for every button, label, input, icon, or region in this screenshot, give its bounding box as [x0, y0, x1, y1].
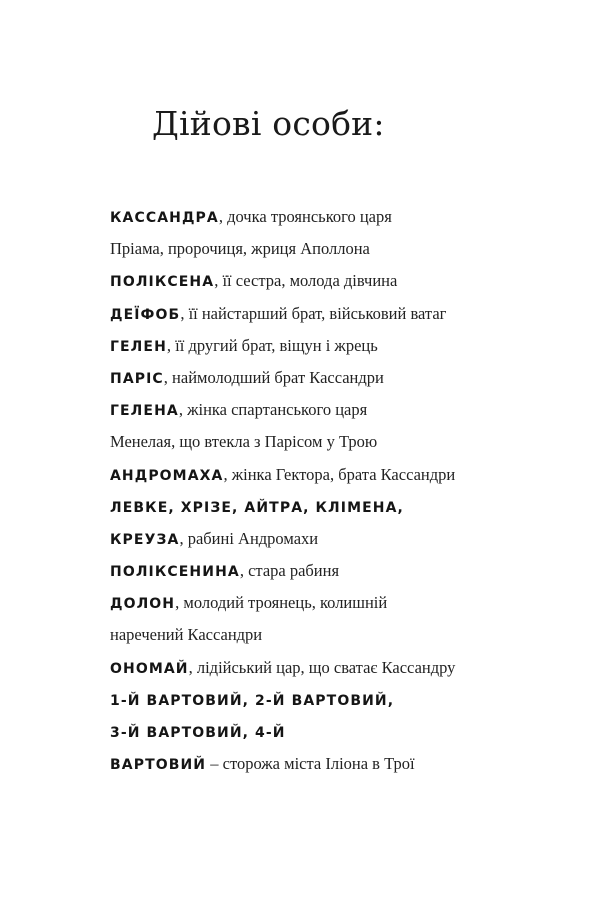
page-heading: Дійові особи: [152, 104, 385, 143]
cast-line [110, 587, 580, 619]
character-name: 1-Й ВАРТОВИЙ, 2-Й ВАРТОВИЙ, [110, 692, 395, 709]
cast-line [110, 298, 580, 330]
cast-line [110, 523, 580, 555]
character-description: , її другий брат, віщун і жрець [166, 335, 378, 355]
cast-line [110, 426, 580, 458]
cast-line [110, 684, 580, 716]
character-name: ПАРІС [110, 370, 164, 387]
character-name: ПОЛІКСЕНИНА [110, 564, 240, 581]
character-description: , рабині Андромахи [179, 528, 319, 548]
cast-line [110, 233, 580, 265]
character-description: Пріама, пророчиця, жриця Аполлона [110, 239, 370, 259]
character-description: , жінка спартанського царя [178, 400, 368, 420]
cast-line [110, 394, 580, 426]
cast-line [110, 491, 580, 523]
character-name: ВАРТОВИЙ [110, 757, 207, 774]
character-name: ПОЛІКСЕНА [110, 274, 215, 291]
cast-line [110, 748, 580, 780]
character-name: ГЕЛЕНА [110, 403, 179, 420]
character-description: , жінка Гектора, брата Кассандри [223, 464, 456, 484]
character-description: , стара рабиня [239, 561, 340, 581]
cast-line [110, 362, 580, 394]
cast-line [110, 555, 580, 587]
character-name: КАССАНДРА [110, 210, 219, 226]
character-name: ДЕЇФОБ [110, 306, 181, 323]
character-description: , дочка троянського царя [218, 207, 392, 226]
character-name: ГЕЛЕН [110, 338, 167, 355]
cast-line [110, 330, 580, 362]
character-name: КРЕУЗА [110, 531, 180, 548]
cast-line [110, 716, 580, 748]
character-description: наречений Кассандри [110, 625, 263, 645]
character-description: , її найстарший брат, військовий ватаг [180, 303, 447, 323]
cast-line [110, 652, 580, 684]
character-name: ДОЛОН [110, 596, 176, 613]
character-description: , лідійський цар, що сватає Кассандру [188, 657, 456, 677]
character-description: , наймолодший брат Кассандри [163, 367, 384, 387]
character-name: АНДРОМАХА [110, 467, 224, 484]
character-description: , її сестра, молода дівчина [214, 271, 398, 291]
character-description: , молодий троянець, колишній [175, 593, 388, 613]
character-name: 3-Й ВАРТОВИЙ, 4-Й [110, 725, 286, 741]
cast-list [110, 201, 580, 780]
character-description: – сторожа міста Іліона в Трої [206, 754, 415, 774]
cast-line [110, 265, 580, 297]
cast-line [110, 201, 580, 233]
character-description: Менелая, що втекла з Парісом у Трою [110, 432, 378, 452]
character-name: ЛЕВКЕ, ХРІЗЕ, АЙТРА, КЛІМЕНА, [110, 499, 404, 516]
cast-line [110, 459, 580, 491]
character-name: ОНОМАЙ [110, 660, 189, 677]
cast-line [110, 619, 580, 651]
